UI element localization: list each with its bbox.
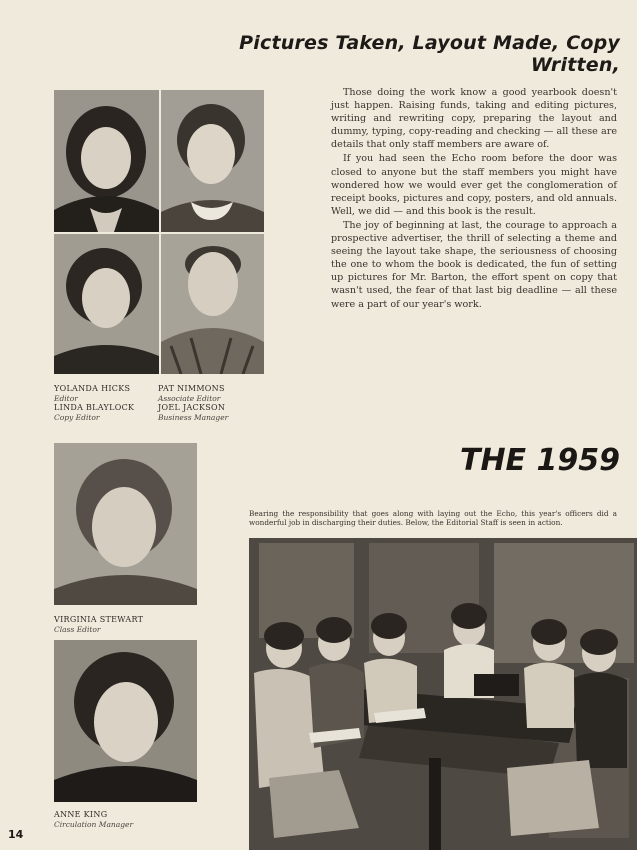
portrait-pat-nimmons [161,90,264,232]
article-paragraph: The joy of beginning at last, the courage to approach a prospective advertiser, the thrill of selecting a theme and seeing the layout take shape, the seriousness of choosing the one to whom the book is dedicated, the fun of setting up pictures for Mr. Barton, the effort spent on copy that wasn't used, the fear of that last big deadline — all these were a part of our year's work. [331,219,617,310]
group-photo-editorial-staff [249,538,637,850]
portrait-yolanda-hicks [54,90,159,232]
caption-linda-blaylock: LINDA BLAYLOCK Copy Editor [54,403,135,422]
staff-caption-left [54,384,158,422]
portrait-anne-king [54,640,197,802]
portrait-linda-blaylock [54,234,159,374]
group-photo-caption: Bearing the responsibility that goes along with laying out the Echo, this year's officers did a wonderful job in discharging their duties. Below, the Editorial Staff is seen in action. [249,509,617,528]
caption-anne-king: ANNE KING Circulation Manager [54,810,134,829]
page-headline: Pictures Taken, Layout Made, Copy Written, [239,32,620,76]
portrait-virginia-stewart [54,443,197,605]
caption-pat-nimmons: PAT NIMMONS Associate Editor [158,384,225,403]
article-paragraph: If you had seen the Echo room before the door was closed to anyone but the staff members you might have wondered how we would ever get the conglomeration of receipt books, pictures and copy, posters, and old annuals. Well, we did — and this book is the result. [331,153,617,217]
caption-virginia-stewart: VIRGINIA STEWART Class Editor [54,615,144,634]
caption-joel-jackson: JOEL JACKSON Business Manager [158,403,229,422]
page-number: 14 [8,828,24,841]
staff-caption-right [158,384,264,422]
caption-yolanda-hicks: YOLANDA HICKS Editor [54,384,131,403]
portrait-joel-jackson [161,234,264,374]
article-body [331,86,617,312]
section-title: THE 1959 [459,443,620,478]
article-paragraph: Those doing the work know a good yearbook doesn't just happen. Raising funds, taking and editing pictures, writing and rewriting copy, preparing the layout and dummy, typing, copy-reading and checking — all these are details that only staff members are aware of. [331,87,617,151]
